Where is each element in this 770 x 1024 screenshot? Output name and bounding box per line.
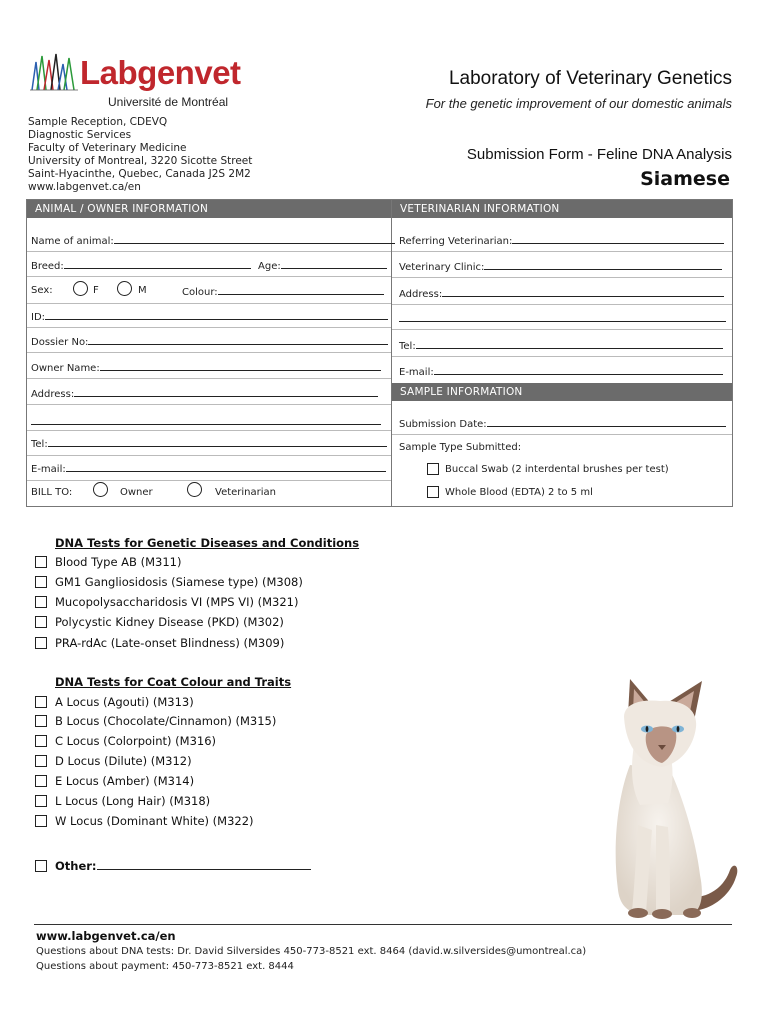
bill-owner-label: Owner [120,487,153,498]
sex-f-radio[interactable] [73,281,88,296]
colour-label: Colour: [182,287,218,298]
test-checkbox[interactable] [35,556,47,568]
test-checkbox[interactable] [35,735,47,747]
siamese-cat-image [590,675,740,920]
logo-subtitle: Université de Montréal [108,95,229,109]
id-field[interactable] [31,310,388,323]
test-item[interactable] [35,636,284,650]
test-checkbox[interactable] [35,715,47,727]
sex-m-label: M [138,285,147,296]
breed-label: Breed: [31,261,64,272]
owner-name-field[interactable] [31,361,381,374]
lab-title: Laboratory of Veterinary Genetics [448,68,732,89]
row-separator [392,304,732,305]
owner-email-label: E-mail: [31,464,66,475]
row-separator [392,277,732,278]
test-checkbox[interactable] [35,775,47,787]
referring-veterinarian-label: Referring Veterinarian: [399,236,513,247]
vet-address-field[interactable] [399,287,724,300]
vet-tel-field[interactable] [399,339,723,352]
sample-type-label: Sample Type Submitted: [399,442,522,453]
vet-tel-label: Tel: [399,341,416,352]
veterinary-clinic-field[interactable] [399,260,722,273]
row-separator [392,251,732,252]
bill-veterinarian-label: Veterinarian [215,487,277,498]
test-label: D Locus (Dilute) (M312) [55,754,192,768]
disease-tests-heading: DNA Tests for Genetic Diseases and Conditions [55,536,360,550]
address-line: www.labgenvet.ca/en [28,181,141,193]
test-item[interactable] [35,595,298,609]
whole-blood-label: Whole Blood (EDTA) 2 to 5 ml [445,487,593,498]
dossier-label: Dossier No: [31,337,89,348]
sex-label: Sex: [31,285,53,296]
vet-email-label: E-mail: [399,367,434,378]
form-title: Submission Form - Feline DNA Analysis [466,146,732,163]
row-separator [27,327,391,328]
vet-address-label: Address: [399,289,443,300]
sex-m-radio[interactable] [117,281,132,296]
row-separator [27,378,391,379]
veterinary-clinic-label: Veterinary Clinic: [399,262,485,273]
vet-email-field[interactable] [399,365,723,378]
id-label: ID: [31,312,46,323]
test-label: W Locus (Dominant White) (M322) [55,814,254,828]
test-item[interactable] [35,615,284,629]
owner-tel-field[interactable] [31,437,387,450]
bill-veterinarian-radio[interactable] [187,482,202,497]
test-checkbox[interactable] [35,576,47,588]
address-line: Sample Reception, CDEVQ [28,116,168,128]
test-checkbox[interactable] [35,596,47,608]
test-label: C Locus (Colorpoint) (M316) [55,734,217,748]
row-separator [27,276,391,277]
animal-owner-section-bar: ANIMAL / OWNER INFORMATION [27,200,391,218]
footer-url-link[interactable]: www.labgenvet.ca/en [36,929,176,943]
test-checkbox[interactable] [35,637,47,649]
coat-tests-heading: DNA Tests for Coat Colour and Traits [55,675,292,689]
payment-questions-contact: Questions about payment: 450-773-8521 ext. 8444 [36,961,294,972]
dna-questions-contact: Questions about DNA tests: Dr. David Silversides 450-773-8521 ext. 8464 (david.w.silversides@umontreal.ca) [36,946,587,957]
submission-date-field[interactable] [399,417,726,430]
row-separator [392,434,732,435]
test-checkbox[interactable] [35,696,47,708]
owner-address-line-2[interactable] [31,415,381,425]
other-checkbox[interactable] [35,860,47,872]
referring-veterinarian-field[interactable] [399,234,724,247]
bill-to-label: BILL TO: [31,487,73,498]
vet-address-line-2[interactable] [399,312,726,322]
age-field[interactable] [258,259,387,272]
test-item[interactable] [35,695,194,709]
submission-date-label: Submission Date: [399,419,487,430]
row-separator [27,480,391,481]
breed-title: Siamese [640,168,730,190]
address-line: Faculty of Veterinary Medicine [28,142,187,154]
veterinarian-section-bar: VETERINARIAN INFORMATION [392,200,732,218]
row-separator [27,251,391,252]
test-item[interactable] [35,774,194,788]
test-label: E Locus (Amber) (M314) [55,774,195,788]
dossier-field[interactable] [31,335,388,348]
row-separator [27,430,391,431]
owner-email-field[interactable] [31,462,386,475]
row-separator [27,303,391,304]
test-item[interactable] [35,734,216,748]
name-of-animal-field[interactable] [31,234,395,247]
address-line: Saint-Hyacinthe, Quebec, Canada J2S 2M2 [28,168,251,180]
name-of-animal-label: Name of animal: [31,236,114,247]
test-item[interactable] [35,714,276,728]
lab-tagline: For the genetic improvement of our domestic animals [425,96,732,111]
address-line: Diagnostic Services [28,129,132,141]
reception-address [28,116,252,194]
test-checkbox[interactable] [35,755,47,767]
row-separator [392,329,732,330]
bill-owner-radio[interactable] [93,482,108,497]
owner-address-label: Address: [31,389,75,400]
row-separator [27,455,391,456]
test-label: Polycystic Kidney Disease (PKD) (M302) [55,615,284,629]
test-item[interactable] [35,794,210,808]
test-label: PRA-rdAc (Late-onset Blindness) (M309) [55,636,285,650]
test-label: B Locus (Chocolate/Cinnamon) (M315) [55,714,277,728]
test-item[interactable] [35,754,192,768]
test-item[interactable] [35,555,181,569]
footer-rule [34,924,732,925]
test-label: Blood Type AB (M311) [55,555,182,569]
buccal-swab-checkbox[interactable] [427,463,439,475]
other-label: Other: [55,859,97,873]
address-line: University of Montreal, 3220 Sicotte Street [28,155,253,167]
breed-field[interactable] [31,259,251,272]
test-label: L Locus (Long Hair) (M318) [55,794,211,808]
test-label: GM1 Gangliosidosis (Siamese type) (M308) [55,575,303,589]
owner-tel-label: Tel: [31,439,48,450]
colour-field[interactable] [182,285,384,298]
sex-f-label: F [93,285,99,296]
test-checkbox[interactable] [35,815,47,827]
test-item[interactable] [35,814,254,828]
test-checkbox[interactable] [35,795,47,807]
whole-blood-checkbox[interactable] [427,486,439,498]
row-separator [27,404,391,405]
test-checkbox[interactable] [35,616,47,628]
test-label: Mucopolysaccharidosis VI (MPS VI) (M321) [55,595,299,609]
owner-address-field[interactable] [31,387,378,400]
row-separator [27,352,391,353]
other-test-field[interactable] [35,859,311,873]
age-label: Age: [258,261,281,272]
sample-section-bar: SAMPLE INFORMATION [392,383,732,401]
buccal-swab-label: Buccal Swab (2 interdental brushes per test) [445,464,669,475]
row-separator [392,356,732,357]
logo-wordmark: Labgenvet [80,54,241,91]
test-item[interactable] [35,575,303,589]
test-label: A Locus (Agouti) (M313) [55,695,194,709]
owner-name-label: Owner Name: [31,363,100,374]
